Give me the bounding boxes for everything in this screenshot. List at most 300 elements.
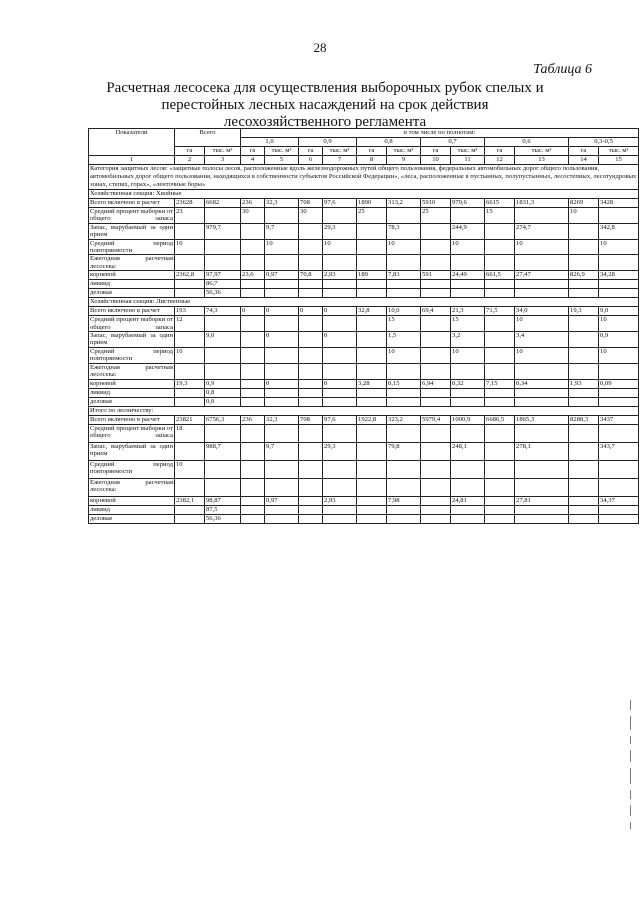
table-cell xyxy=(205,347,241,363)
table-row xyxy=(89,388,639,397)
table-cell: 34,0 xyxy=(515,307,569,316)
table-cell xyxy=(299,442,323,460)
row-label: Ежегодная расчетная лесосека: xyxy=(90,363,173,379)
table-cell: 1865,3 xyxy=(515,415,569,424)
table-cell xyxy=(387,255,421,271)
column-number: 11 xyxy=(451,156,485,165)
table-cell xyxy=(421,280,451,289)
table-cell: 3,2 xyxy=(451,332,485,348)
row-label: Всего включено в расчет xyxy=(89,199,175,208)
table-cell: 6686,5 xyxy=(485,415,515,424)
table-cell: 2382,1 xyxy=(175,496,205,505)
table-cell: 10 xyxy=(265,239,299,255)
table-cell xyxy=(515,388,569,397)
table-cell xyxy=(323,280,357,289)
table-cell: 19,3 xyxy=(569,307,599,316)
table-cell xyxy=(485,255,515,271)
table-cell xyxy=(387,363,421,379)
table-cell: 0,8 xyxy=(205,388,241,397)
unit-ha: га xyxy=(175,147,205,156)
density-header: 0,8 xyxy=(357,138,421,147)
table-cell: 274,7 xyxy=(515,223,569,239)
row-label: Средний период повторяемости xyxy=(90,347,173,363)
row-label: Запас, вырубаемый за один прием xyxy=(90,332,173,347)
table-cell xyxy=(265,289,299,298)
table-cell: 9,0 xyxy=(205,332,241,348)
table-cell xyxy=(241,363,265,379)
table-cell: 27,81 xyxy=(515,496,569,505)
table-cell: 708 xyxy=(299,415,323,424)
table-cell xyxy=(175,397,205,406)
table-cell xyxy=(515,280,569,289)
table-cell xyxy=(241,442,265,460)
row-label: Ежегодная расчетная лесосека: xyxy=(90,255,173,270)
table-cell xyxy=(299,478,323,496)
table-cell xyxy=(357,332,387,348)
table-cell xyxy=(387,208,421,224)
row-label: Ежегодная расчетная лесосека: xyxy=(89,478,175,496)
row-label: Средний процент выборки от общего запаса xyxy=(89,424,175,442)
table-cell xyxy=(205,460,241,478)
table-cell xyxy=(265,460,299,478)
table-cell: 97,6 xyxy=(323,199,357,208)
table-cell xyxy=(299,289,323,298)
column-number: 2 xyxy=(175,156,205,165)
table-cell xyxy=(569,388,599,397)
unit-m3: тыс. м³ xyxy=(387,147,421,156)
table-cell xyxy=(299,316,323,332)
table-cell xyxy=(357,255,387,271)
header-indicators: Показатели xyxy=(89,129,175,156)
table-cell xyxy=(599,280,639,289)
table-cell: 0,15 xyxy=(387,379,421,388)
table-cell xyxy=(357,223,387,239)
section-title-row xyxy=(89,406,639,415)
table-cell xyxy=(205,255,241,271)
section-title: Итого по лесничеству: xyxy=(89,406,639,415)
table-cell: 979,7 xyxy=(205,223,241,239)
table-cell: 19,3 xyxy=(175,379,205,388)
table-cell xyxy=(265,316,299,332)
table-cell xyxy=(599,397,639,406)
table-cell xyxy=(421,496,451,505)
row-label: деловая xyxy=(89,289,175,298)
column-number: 15 xyxy=(599,156,639,165)
row-label: деловая xyxy=(89,397,175,406)
row-label: ликвид xyxy=(89,505,175,514)
table-cell xyxy=(485,397,515,406)
table-cell xyxy=(485,332,515,348)
table-cell xyxy=(387,397,421,406)
table-cell: 0 xyxy=(323,332,357,348)
table-cell xyxy=(241,388,265,397)
table-cell xyxy=(299,280,323,289)
table-cell xyxy=(175,388,205,397)
table-cell xyxy=(241,347,265,363)
table-cell xyxy=(451,280,485,289)
table-row xyxy=(89,208,639,224)
table-cell: 189 xyxy=(357,271,387,280)
table-cell: 32,3 xyxy=(265,199,299,208)
table-cell xyxy=(569,478,599,496)
table-cell xyxy=(241,514,265,523)
table-cell: 24,81 xyxy=(451,496,485,505)
table-cell: 87,5 xyxy=(205,505,241,514)
table-cell: 29,3 xyxy=(323,442,357,460)
row-label: Средний процент выборки от общего запаса xyxy=(90,208,173,223)
table-cell xyxy=(175,255,205,271)
table-cell xyxy=(599,424,639,442)
table-cell: 12 xyxy=(175,316,205,332)
table-cell xyxy=(175,223,205,239)
table-cell xyxy=(599,208,639,224)
table-cell: 0,34 xyxy=(515,379,569,388)
table-cell xyxy=(451,208,485,224)
table-cell: 34,28 xyxy=(599,271,639,280)
table-row xyxy=(89,496,639,505)
table-cell xyxy=(241,289,265,298)
table-cell: 18 xyxy=(175,424,205,442)
table-cell xyxy=(357,505,387,514)
table-cell: 34,37 xyxy=(599,496,639,505)
table-cell: 10 xyxy=(175,239,205,255)
page-number: 28 xyxy=(313,40,327,55)
table-cell xyxy=(599,255,639,271)
row-label: Всего включено в расчет xyxy=(89,415,175,424)
table-cell xyxy=(323,397,357,406)
table-cell xyxy=(451,255,485,271)
header-row xyxy=(89,129,639,138)
table-cell xyxy=(451,397,485,406)
table-cell xyxy=(421,332,451,348)
table-cell xyxy=(485,514,515,523)
table-cell: 2,93 xyxy=(323,496,357,505)
table-row xyxy=(89,460,639,478)
title-line: Расчетная лесосека для осуществления выборочных рубок спелых и xyxy=(106,80,544,96)
table-cell xyxy=(241,478,265,496)
table-cell xyxy=(569,255,599,271)
row-label: ликвид xyxy=(89,280,175,289)
table-cell: 79,8 xyxy=(387,442,421,460)
table-cell xyxy=(515,514,569,523)
table-cell xyxy=(241,379,265,388)
table-cell: 236 xyxy=(241,199,265,208)
table-cell xyxy=(241,397,265,406)
table-cell xyxy=(299,347,323,363)
density-header: 0,7 xyxy=(421,138,485,147)
table-cell: 0,32 xyxy=(451,379,485,388)
column-number: 12 xyxy=(485,156,515,165)
unit-m3: тыс. м³ xyxy=(265,147,299,156)
table-cell xyxy=(485,424,515,442)
table-row xyxy=(89,514,639,523)
table-cell xyxy=(569,363,599,379)
row-label: корневой xyxy=(89,496,175,505)
table-cell: 71,5 xyxy=(485,307,515,316)
table-cell: 30 xyxy=(299,208,323,224)
table-cell xyxy=(299,496,323,505)
table-cell xyxy=(387,478,421,496)
table-cell: 78,3 xyxy=(387,223,421,239)
table-cell: 323,2 xyxy=(387,415,421,424)
column-number: 6 xyxy=(299,156,323,165)
table-cell: 3,28 xyxy=(357,379,387,388)
table-cell xyxy=(451,289,485,298)
table-cell xyxy=(205,478,241,496)
table-cell xyxy=(485,347,515,363)
table-cell xyxy=(421,347,451,363)
table-cell xyxy=(485,289,515,298)
table-cell xyxy=(265,255,299,271)
table-cell xyxy=(175,289,205,298)
table-cell xyxy=(265,208,299,224)
table-label: Таблица 6 xyxy=(533,62,592,77)
table-cell xyxy=(599,289,639,298)
table-cell: 21,3 xyxy=(451,307,485,316)
table-cell xyxy=(569,223,599,239)
table-cell xyxy=(485,363,515,379)
table-cell: 10 xyxy=(599,347,639,363)
table-cell xyxy=(421,223,451,239)
table-row xyxy=(89,199,639,208)
table-cell: 0 xyxy=(323,379,357,388)
table-cell xyxy=(451,388,485,397)
table-cell: 6,94 xyxy=(421,379,451,388)
table-cell: 25 xyxy=(357,208,387,224)
table-cell: 24,49 xyxy=(451,271,485,280)
table-cell: 2362,8 xyxy=(175,271,205,280)
table-cell: 979,6 xyxy=(451,199,485,208)
table-cell xyxy=(299,505,323,514)
column-number: 9 xyxy=(387,156,421,165)
table-row xyxy=(89,223,639,239)
table-cell: 10 xyxy=(451,347,485,363)
table-cell xyxy=(421,397,451,406)
table-cell: 3,4 xyxy=(515,332,569,348)
table-row xyxy=(89,442,639,460)
table-cell: 248,1 xyxy=(451,442,485,460)
table-cell xyxy=(515,289,569,298)
table-cell xyxy=(357,397,387,406)
table-cell xyxy=(265,514,299,523)
table-cell: 15 xyxy=(387,316,421,332)
table-row xyxy=(89,347,639,363)
table-cell: 1,5 xyxy=(387,332,421,348)
table-cell xyxy=(485,460,515,478)
table-cell: 69,4 xyxy=(421,307,451,316)
table-cell xyxy=(175,363,205,379)
table-cell: 10 xyxy=(515,239,569,255)
unit-m3: тыс. м³ xyxy=(515,147,569,156)
table-cell xyxy=(241,332,265,348)
table-cell xyxy=(323,208,357,224)
table-cell: 0,09 xyxy=(599,379,639,388)
table-cell xyxy=(515,424,569,442)
table-row xyxy=(89,271,639,280)
table-cell: 0,97 xyxy=(265,271,299,280)
table-cell xyxy=(241,280,265,289)
table-cell xyxy=(569,460,599,478)
table-cell: 0 xyxy=(265,332,299,348)
table-cell xyxy=(421,442,451,460)
table-cell xyxy=(515,363,569,379)
table-cell: 244,9 xyxy=(451,223,485,239)
table-cell xyxy=(387,505,421,514)
table-cell: 10 xyxy=(599,239,639,255)
density-header: 0,6 xyxy=(485,138,569,147)
table-cell xyxy=(241,496,265,505)
table-cell xyxy=(515,478,569,496)
column-number: 1 xyxy=(89,156,175,165)
table-row xyxy=(89,307,639,316)
table-cell: 97,97 xyxy=(205,271,241,280)
table-cell: 7,83 xyxy=(387,271,421,280)
category-row xyxy=(89,165,639,190)
table-cell xyxy=(421,388,451,397)
table-cell xyxy=(205,316,241,332)
table-cell xyxy=(299,239,323,255)
table-cell xyxy=(265,388,299,397)
table-cell xyxy=(265,478,299,496)
table-row xyxy=(89,239,639,255)
table-cell xyxy=(205,208,241,224)
column-number: 4 xyxy=(241,156,265,165)
table-cell xyxy=(175,478,205,496)
table-cell xyxy=(323,460,357,478)
table-cell xyxy=(265,505,299,514)
row-label: Средний период повторяемости xyxy=(90,239,173,255)
table-cell: 23821 xyxy=(175,415,205,424)
table-cell: 25 xyxy=(421,208,451,224)
table-cell: 342,8 xyxy=(599,223,639,239)
table-cell: 70,8 xyxy=(299,271,323,280)
table-cell xyxy=(451,514,485,523)
unit-ha: га xyxy=(569,147,599,156)
table-cell xyxy=(421,505,451,514)
table-cell: 10 xyxy=(515,347,569,363)
table-cell: 7,98 xyxy=(387,496,421,505)
table-cell: 1,93 xyxy=(569,379,599,388)
table-cell xyxy=(299,460,323,478)
table-cell: 3428 xyxy=(599,199,639,208)
scan-edge-marks xyxy=(628,700,632,870)
table-cell xyxy=(323,514,357,523)
table-cell: 10 xyxy=(387,239,421,255)
table-cell: 5979,4 xyxy=(421,415,451,424)
row-label: Запас, вырубаемый за один прием xyxy=(89,442,175,460)
table-cell xyxy=(299,332,323,348)
section-title-row xyxy=(89,190,639,199)
unit-ha: га xyxy=(241,147,265,156)
table-cell xyxy=(569,289,599,298)
table-cell xyxy=(357,496,387,505)
table-cell xyxy=(599,460,639,478)
table-cell: 313,2 xyxy=(387,199,421,208)
title-line: лесохозяйственного регламента xyxy=(223,114,427,130)
table-cell xyxy=(205,239,241,255)
table-cell: 10 xyxy=(387,347,421,363)
table-cell: 343,7 xyxy=(599,442,639,460)
table-cell xyxy=(421,289,451,298)
table-cell xyxy=(357,442,387,460)
calculation-table xyxy=(88,128,639,524)
table-cell xyxy=(569,316,599,332)
row-label: Всего включено в расчет xyxy=(89,307,175,316)
table-cell: 74,3 xyxy=(205,307,241,316)
table-title xyxy=(90,80,560,131)
table-cell xyxy=(241,505,265,514)
column-number: 8 xyxy=(357,156,387,165)
table-cell: 10 xyxy=(175,347,205,363)
table-cell xyxy=(485,388,515,397)
table-cell: 56,36 xyxy=(205,289,241,298)
table-cell: 10 xyxy=(599,316,639,332)
row-label: корневой xyxy=(89,379,175,388)
table-cell xyxy=(569,239,599,255)
table-cell xyxy=(357,460,387,478)
table-cell xyxy=(357,424,387,442)
table-cell xyxy=(421,514,451,523)
table-cell: 56,36 xyxy=(205,514,241,523)
table-cell: 23628 xyxy=(175,199,205,208)
unit-ha: га xyxy=(485,147,515,156)
unit-ha: га xyxy=(299,147,323,156)
table-cell: 27,47 xyxy=(515,271,569,280)
table-cell xyxy=(357,316,387,332)
column-number: 14 xyxy=(569,156,599,165)
table-cell: 0 xyxy=(323,307,357,316)
table-cell: 2,93 xyxy=(323,271,357,280)
unit-m3: тыс. м³ xyxy=(599,147,639,156)
table-cell: 10 xyxy=(323,239,357,255)
table-row xyxy=(89,280,639,289)
table-cell: 236 xyxy=(241,415,265,424)
table-cell: 1831,3 xyxy=(515,199,569,208)
table-cell xyxy=(323,478,357,496)
table-cell xyxy=(569,332,599,348)
row-label: Запас, вырубаемый за один прием xyxy=(90,223,173,239)
section-title: Хозяйственная секция: Лиственные xyxy=(89,298,639,307)
table-cell: 8288,3 xyxy=(569,415,599,424)
table-cell xyxy=(515,397,569,406)
table-cell xyxy=(569,280,599,289)
table-cell xyxy=(451,505,485,514)
unit-ha: га xyxy=(421,147,451,156)
table-cell: 0 xyxy=(265,307,299,316)
table-cell: 1922,8 xyxy=(357,415,387,424)
row-label: Средний период повторяемости xyxy=(89,460,175,478)
table-cell xyxy=(175,514,205,523)
row-label: деловая xyxy=(89,514,175,523)
table-cell xyxy=(357,478,387,496)
table-cell xyxy=(515,505,569,514)
table-cell: 1000,9 xyxy=(451,415,485,424)
table-row xyxy=(89,363,639,379)
table-cell: 3437 xyxy=(599,415,639,424)
header-total: Всего xyxy=(175,129,241,147)
table-cell xyxy=(175,332,205,348)
table-cell xyxy=(421,460,451,478)
row-label: Средний процент выборки от общего запаса xyxy=(90,316,173,331)
table-cell xyxy=(299,424,323,442)
table-row xyxy=(89,415,639,424)
table-cell: 591 xyxy=(421,271,451,280)
table-cell xyxy=(451,478,485,496)
table-cell xyxy=(599,505,639,514)
table-cell xyxy=(357,239,387,255)
title-line: перестойных лесных насаждений на срок действия xyxy=(161,97,489,113)
table-cell xyxy=(205,363,241,379)
